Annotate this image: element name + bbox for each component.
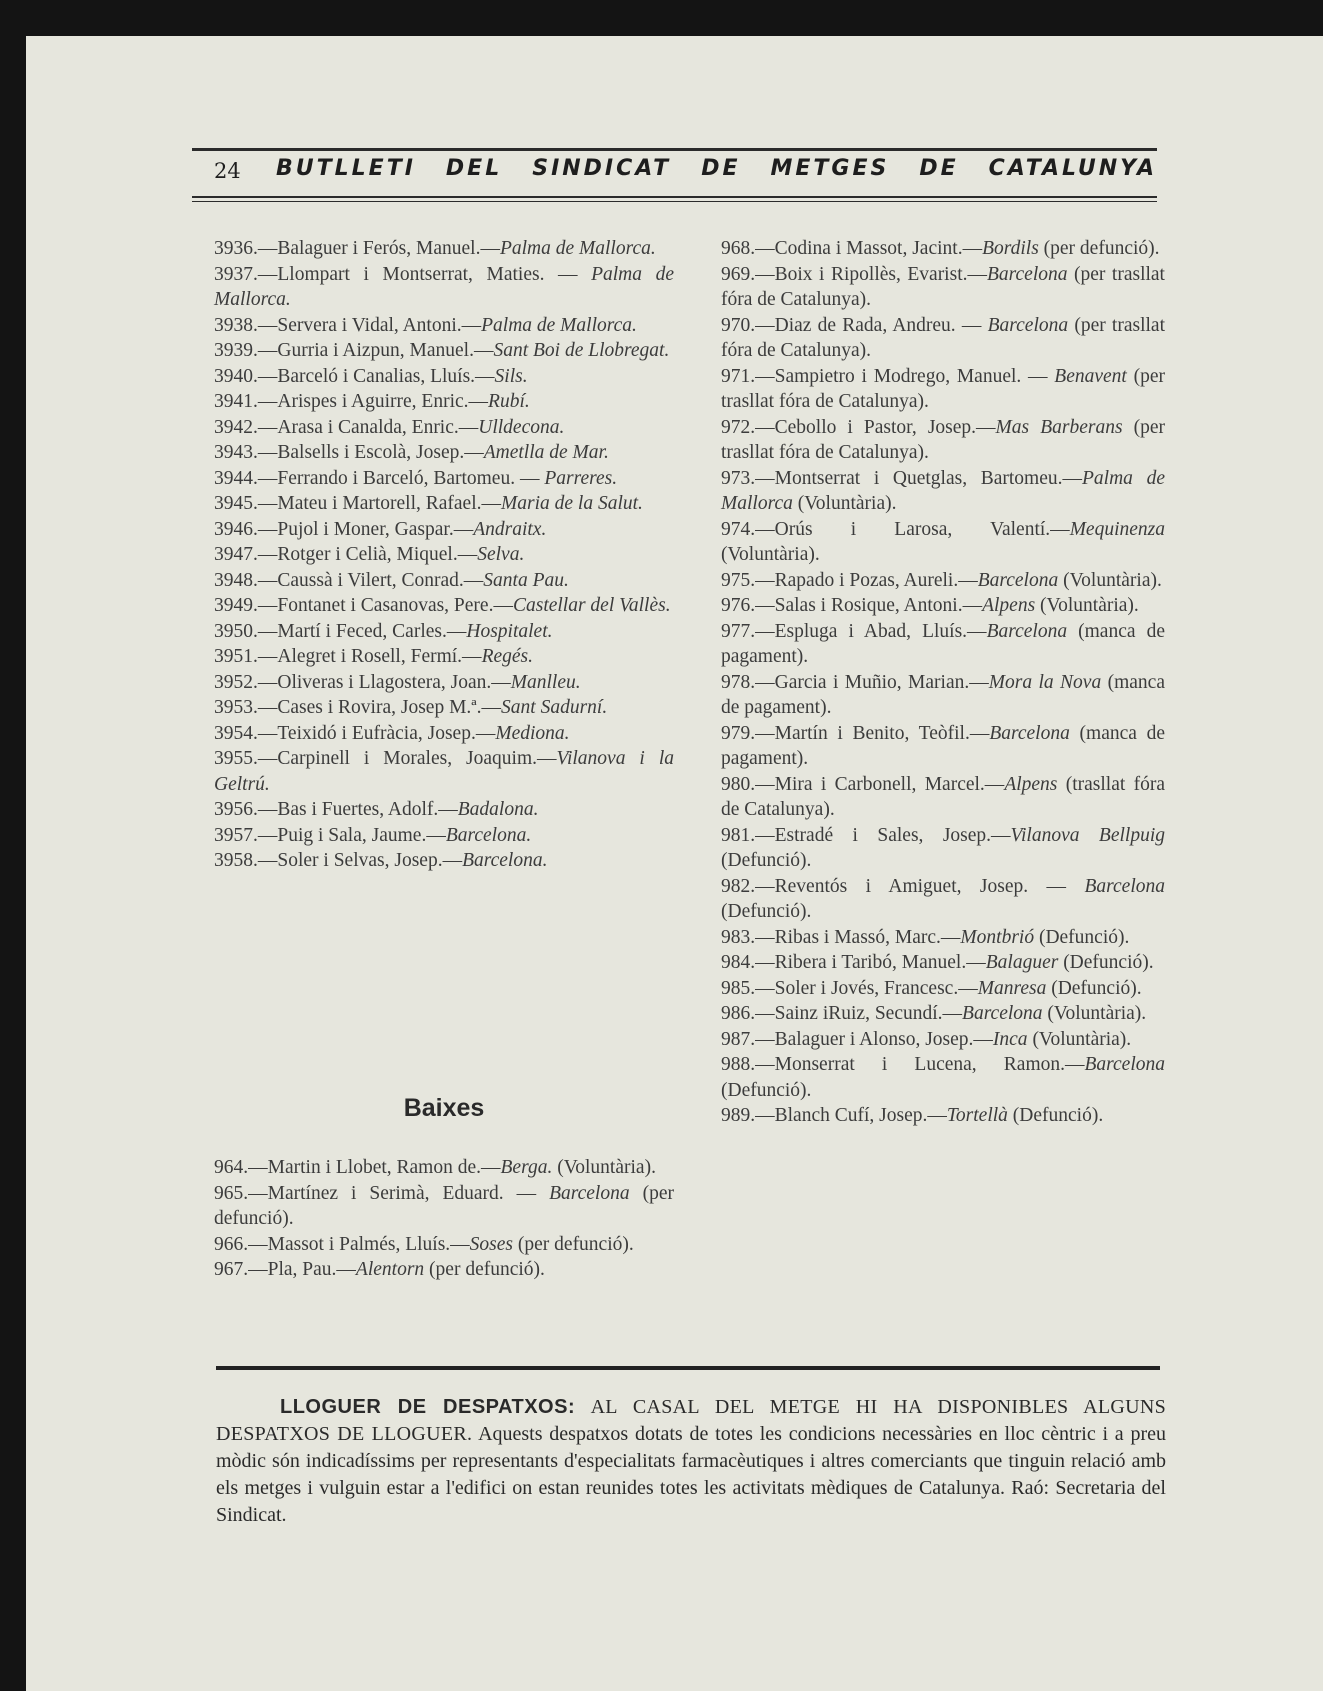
entry-place: Inca [992,1028,1028,1050]
list-entry [214,848,674,874]
list-entry [214,695,674,721]
entry-place: Tortellà [946,1105,1008,1126]
list-entry [214,466,674,492]
entry-place: Selva. [477,544,525,565]
entry-name: 969.—Boix i Ripollès, Evarist.— [721,263,987,285]
entry-name: 967.—Pla, Pau.— [214,1259,356,1280]
entry-name: 3951.—Alegret i Rosell, Fermí.— [214,646,482,667]
entry-name: 987.—Balaguer i Alonso, Josep.— [721,1028,993,1050]
title-word: BUTLLETI [276,156,416,181]
entry-name: 3953.—Cases i Rovira, Josep M.ª.— [214,697,502,718]
entry-name: 971.—Sampietro i Modrego, Manuel. — [721,365,1055,387]
baixes-list-left [214,1155,674,1283]
list-entry [214,1257,674,1283]
entry-reason: (Defunció). [721,1079,812,1101]
entry-place: Vilanova Bellpuig [1010,824,1165,846]
list-entry [721,1001,1165,1027]
entry-place: Rubí. [488,391,530,412]
list-entry [721,262,1165,313]
list-entry [721,517,1165,568]
entry-reason: (Voluntària). [1042,1003,1147,1024]
list-entry [721,1103,1165,1129]
list-entry [214,262,674,313]
entry-name: 966.—Massot i Palmés, Lluís.— [214,1233,470,1255]
entry-reason: (manca de pagament). [721,722,1165,769]
entry-reason: (per defunció). [214,1182,674,1229]
entry-place: Soses [469,1233,514,1255]
entry-reason: (per trasllat fóra de Catalunya). [721,263,1165,310]
baixes-list-right [721,236,1165,1129]
entry-reason: (Voluntària). [1058,569,1162,591]
title-word: CATALUNYA [988,156,1157,181]
list-entry [214,415,674,441]
list-entry [721,415,1165,466]
list-entry [214,593,674,619]
entry-reason: (Voluntària). [792,493,897,514]
entry-name: 974.—Orús i Larosa, Valentí.— [721,518,1070,540]
entry-reason: (per trasllat fóra de Catalunya). [721,314,1165,361]
entry-place: Manlleu. [510,671,581,693]
list-entry [721,976,1165,1002]
entry-reason: (per defunció). [424,1259,545,1280]
entry-name: 983.—Ribas i Massó, Marc.— [721,926,961,948]
entry-place: Andraitx. [473,518,547,540]
entry-place: Barcelona [977,569,1059,591]
title-word: DE [919,156,959,181]
entry-place: Palma de Mallorca. [499,238,656,259]
list-entry [214,338,674,364]
entry-place: Barcelona [1084,875,1165,897]
entry-name: 3955.—Carpinell i Morales, Joaquim.— [214,748,557,769]
list-entry [214,746,674,797]
entry-reason: (Defunció). [1007,1105,1104,1126]
entry-place: Alpens [982,595,1036,616]
list-entry [721,925,1165,951]
entry-place: Manresa [977,977,1047,999]
entry-place: Palma de Mallorca. [214,263,674,310]
list-entry [721,721,1165,772]
page-number: 24 [214,159,241,183]
entry-name: 3941.—Arispes i Aguirre, Enric.— [214,391,489,412]
entry-name: 968.—Codina i Massot, Jacint.— [721,238,983,259]
entry-name: 964.—Martin i Llobet, Ramon de.— [214,1157,501,1178]
header-rule-top [192,148,1157,151]
notice-rule [216,1366,1160,1370]
entry-place: Barcelona [989,722,1070,744]
entry-place: Barcelona [986,263,1068,285]
entry-place: Sils. [494,365,528,387]
list-entry [721,593,1165,619]
entry-name: 3937.—Llompart i Montserrat, Maties. — [214,263,592,285]
entry-name: 3957.—Puig i Sala, Jaume.— [214,824,446,846]
list-entry [214,1181,674,1232]
entry-name: 3950.—Martí i Feced, Carles.— [214,620,467,642]
list-entry [721,568,1165,594]
entry-reason: (Defunció). [1046,977,1142,999]
entry-reason: (per defunció). [513,1233,634,1255]
entry-place: Barcelona [962,1003,1043,1024]
entry-name: 3958.—Soler i Selvas, Josep.— [214,850,463,871]
entry-name: 3936.—Balaguer i Ferós, Manuel.— [214,238,500,259]
list-entry [721,874,1165,925]
list-entry [214,313,674,339]
entry-reason: (Defunció). [721,850,812,871]
entry-name: 3939.—Gurria i Aizpun, Manuel.— [214,340,494,361]
entry-reason: (Defunció). [721,901,812,922]
entry-place: Montbrió [960,926,1035,948]
entry-place: Palma de Mallorca [721,467,1165,514]
entry-place: Ametlla de Mar. [483,442,609,463]
list-entry [214,619,674,645]
list-entry [214,823,674,849]
header-rule-bottom-1 [192,196,1157,198]
entry-name: 984.—Ribera i Taribó, Manuel.— [721,952,986,973]
entry-place: Barcelona [987,314,1069,336]
list-entry [721,772,1165,823]
list-entry [214,389,674,415]
entry-place: Mas Barberans [995,416,1123,438]
entry-name: 970.—Diaz de Rada, Andreu. — [721,314,988,336]
list-entry [214,364,674,390]
entry-place: Santa Pau. [483,569,569,591]
notice-caps: AL CASAL DEL METGE HI HA DISPONIBLES ALGUNS DESPATXOS DE LLOGUER. [216,1396,1167,1445]
entry-reason: (Voluntària). [1035,595,1139,616]
list-entry [721,670,1165,721]
entry-reason: (per trasllat fóra de Catalunya). [721,365,1165,412]
entry-place: Castellar del Vallès. [512,595,671,616]
entry-place: Mediona. [495,722,570,744]
entry-place: Barcelona. [445,824,532,846]
entry-place: Alpens [1004,773,1058,795]
entry-name: 3947.—Rotger i Celià, Miquel.— [214,544,478,565]
entry-reason: (Defunció). [1058,952,1154,973]
entry-name: 973.—Montserrat i Quetglas, Bartomeu.— [721,467,1083,489]
title-word: DEL [445,156,503,181]
entry-place: Barcelona [549,1182,630,1204]
list-entry [721,619,1165,670]
entry-reason: (Voluntària). [552,1157,656,1178]
entry-name: 3944.—Ferrando i Barceló, Bartomeu. — [214,467,545,489]
entry-place: Vilanova i la Geltrú. [214,748,674,795]
list-entry [214,721,674,747]
entry-name: 975.—Rapado i Pozas, Aureli.— [721,569,978,591]
entry-place: Barcelona [986,620,1068,642]
list-entry [214,644,674,670]
entry-place: Benavent [1054,365,1127,387]
list-entry [721,313,1165,364]
list-entry [721,466,1165,517]
header-rule-bottom-2 [192,201,1157,202]
list-entry [721,823,1165,874]
entry-name: 3948.—Caussà i Vilert, Conrad.— [214,569,484,591]
entry-name: 3949.—Fontanet i Casanovas, Pere.— [214,595,513,616]
entry-place: Parreres. [544,467,618,489]
entry-name: 976.—Salas i Rosique, Antoni.— [721,595,983,616]
entry-reason: (manca de pagament). [721,671,1165,718]
entry-place: Mora la Nova [988,671,1102,693]
entry-name: 3954.—Teixidó i Eufràcia, Josep.— [214,722,496,744]
list-entry [214,491,674,517]
entry-reason: (per trasllat fóra de Catalunya). [721,416,1165,463]
entry-place: Balaguer [985,952,1059,973]
list-entry [721,364,1165,415]
entry-name: 988.—Monserrat i Lucena, Ramon.— [721,1054,1085,1075]
entry-place: Berga. [500,1157,553,1178]
entry-place: Badalona. [457,799,539,820]
entry-name: 3938.—Servera i Vidal, Antoni.— [214,314,482,336]
entry-place: Sant Boi de Llobregat. [493,340,670,361]
notice-heading: LLOGUER DE DESPATXOS: [280,1396,576,1418]
members-list-left [214,236,674,874]
entry-place: Bordils [982,238,1039,259]
entry-name: 977.—Espluga i Abad, Lluís.— [721,620,987,642]
list-entry [214,542,674,568]
list-entry [721,236,1165,262]
entry-name: 3956.—Bas i Fuertes, Adolf.— [214,799,458,820]
entry-name: 972.—Cebollo i Pastor, Josep.— [721,416,996,438]
title-word: METGES [770,156,890,181]
entry-place: Palma de Mallorca. [481,314,637,336]
entry-name: 982.—Reventós i Amiguet, Josep. — [721,875,1085,897]
entry-place: Alentorn [355,1259,425,1280]
title-word: SINDICAT [532,156,672,181]
entry-name: 3940.—Barceló i Canalias, Lluís.— [214,365,495,387]
entry-name: 3946.—Pujol i Moner, Gaspar.— [214,518,474,540]
entry-place: Mequinenza [1069,518,1165,540]
title-word: DE [701,156,741,181]
entry-place: Sant Sadurní. [501,697,608,718]
entry-name: 989.—Blanch Cufí, Josep.— [721,1105,947,1126]
list-entry [214,568,674,594]
entry-name: 965.—Martínez i Serimà, Eduard. — [214,1182,550,1204]
entry-place: Ulldecona. [478,416,565,438]
list-entry [721,950,1165,976]
list-entry [214,1232,674,1258]
notice-paragraph [216,1394,1166,1529]
entry-reason: (manca de pagament). [721,620,1165,667]
section-title-baixes: Baixes [403,1094,485,1122]
entry-place: Barcelona. [462,850,548,871]
list-entry [214,670,674,696]
entry-name: 978.—Garcia i Muñio, Marian.— [721,671,989,693]
entry-reason: (Voluntària). [721,544,820,565]
list-entry [214,236,674,262]
entry-name: 985.—Soler i Jovés, Francesc.— [721,977,978,999]
entry-name: 3945.—Mateu i Martorell, Rafael.— [214,493,502,514]
entry-name: 3943.—Balsells i Escolà, Josep.— [214,442,484,463]
list-entry [214,1155,674,1181]
entry-place: Barcelona [1084,1054,1165,1075]
entry-name: 981.—Estradé i Sales, Josep.— [721,824,1011,846]
entry-name: 3952.—Oliveras i Llagostera, Joan.— [214,671,511,693]
entry-name: 986.—Sainz iRuiz, Secundí.— [721,1003,963,1024]
list-entry [214,797,674,823]
list-entry [721,1052,1165,1103]
entry-name: 3942.—Arasa i Canalda, Enric.— [214,416,479,438]
entry-reason: (Defunció). [1034,926,1130,948]
entry-reason: (per defunció). [1038,238,1160,259]
entry-name: 980.—Mira i Carbonell, Marcel.— [721,773,1005,795]
journal-title [276,156,1157,181]
entry-place: Hospitalet. [466,620,553,642]
list-entry [721,1027,1165,1053]
entry-place: Regés. [481,646,533,667]
notice-body: Aquests despatxos dotats de totes les condicions necessàries en lloc cèntric i a preu mòdic són indicadíssims per representants d'especialitats farmacèutiques i altres comerciants que tinguin relació amb els metges i vulguin estar a l'edifici on estan reunides totes les activitats mèdiques de Catalunya. Raó: Secretaria del Sindicat. [216,1423,1166,1526]
list-entry [214,517,674,543]
entry-reason: (trasllat fóra de Catalunya). [721,773,1166,820]
entry-place: Maria de la Salut. [501,493,643,514]
entry-name: 979.—Martín i Benito, Teòfil.— [721,722,990,744]
running-header [214,154,1157,190]
entry-reason: (Voluntària). [1027,1028,1132,1050]
list-entry [214,440,674,466]
